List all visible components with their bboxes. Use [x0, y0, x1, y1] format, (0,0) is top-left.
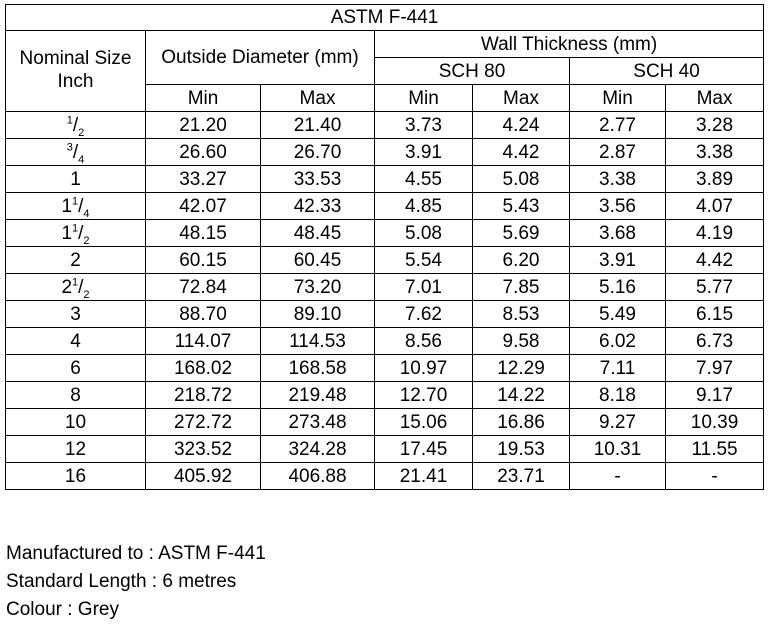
od-min-cell: 72.84 — [146, 274, 261, 301]
size-whole: 1 — [61, 222, 73, 244]
od-min-header: Min — [146, 85, 261, 112]
s40-max-cell: 7.97 — [666, 355, 764, 382]
table-row — [6, 301, 764, 328]
fraction-slash: / — [72, 141, 79, 163]
s40-min-cell: 3.68 — [570, 220, 666, 247]
s40-max-cell: 5.77 — [666, 274, 764, 301]
s80-max-cell: 12.29 — [473, 355, 570, 382]
size-whole: 1 — [70, 168, 81, 190]
s40-min-cell: 3.56 — [570, 193, 666, 220]
s40-min-cell: 3.38 — [570, 166, 666, 193]
s80-max-cell: 23.71 — [473, 463, 570, 490]
size-numerator: 1 — [72, 222, 79, 235]
nominal-size-cell — [6, 139, 146, 166]
s40-max-cell: 3.28 — [666, 112, 764, 139]
size-denominator: 4 — [78, 153, 85, 166]
od-max-cell: 324.28 — [261, 436, 375, 463]
sch80-header: SCH 80 — [375, 58, 570, 85]
size-numerator: 1 — [66, 114, 73, 127]
fraction-slash: / — [72, 114, 79, 136]
wall-thickness-header: Wall Thickness (mm) — [375, 31, 764, 58]
nominal-size-cell — [6, 409, 146, 436]
s40-min-cell: 7.11 — [570, 355, 666, 382]
s40-max-cell: 4.42 — [666, 247, 764, 274]
s80-min-cell: 5.54 — [375, 247, 473, 274]
s80-min-cell: 17.45 — [375, 436, 473, 463]
s80-min-cell: 12.70 — [375, 382, 473, 409]
colour-note: Colour : Grey — [6, 599, 119, 620]
od-max-cell: 273.48 — [261, 409, 375, 436]
size-denominator: 2 — [83, 288, 90, 301]
od-min-cell: 26.60 — [146, 139, 261, 166]
s40-max-cell: - — [666, 463, 764, 490]
s80-min-cell: 10.97 — [375, 355, 473, 382]
size-denominator: 2 — [83, 234, 90, 247]
size-denominator: 4 — [83, 207, 90, 220]
od-max-cell: 73.20 — [261, 274, 375, 301]
s80-max-cell: 5.08 — [473, 166, 570, 193]
table-row — [6, 193, 764, 220]
od-max-header: Max — [261, 85, 375, 112]
size-numerator: 1 — [72, 276, 79, 289]
od-max-cell: 48.45 — [261, 220, 375, 247]
s40-min-cell: 5.49 — [570, 301, 666, 328]
sch40-header: SCH 40 — [570, 58, 764, 85]
table-row — [6, 274, 764, 301]
od-min-cell: 323.52 — [146, 436, 261, 463]
s40-min-cell: 9.27 — [570, 409, 666, 436]
size-whole: 3 — [70, 303, 81, 325]
od-min-cell: 218.72 — [146, 382, 261, 409]
s80-min-cell: 4.85 — [375, 193, 473, 220]
nominal-size-cell — [6, 166, 146, 193]
size-whole: 4 — [70, 330, 81, 352]
table-row — [6, 112, 764, 139]
s40-min-cell: 10.31 — [570, 436, 666, 463]
nominal-size-cell — [6, 274, 146, 301]
s40-max-cell: 4.19 — [666, 220, 764, 247]
od-min-cell: 60.15 — [146, 247, 261, 274]
nominal-size-cell — [6, 220, 146, 247]
s40-max-cell: 9.17 — [666, 382, 764, 409]
fraction-slash: / — [78, 222, 84, 244]
s80-max-cell: 7.85 — [473, 274, 570, 301]
od-min-cell: 114.07 — [146, 328, 261, 355]
s40-min-cell: 5.16 — [570, 274, 666, 301]
s80-min-cell: 3.73 — [375, 112, 473, 139]
sch40-max-header: Max — [666, 85, 764, 112]
s40-min-cell: 2.87 — [570, 139, 666, 166]
manufactured-note: Manufactured to : ASTM F-441 — [6, 543, 266, 564]
table-row — [6, 382, 764, 409]
s80-max-cell: 9.58 — [473, 328, 570, 355]
nominal-size-cell — [6, 301, 146, 328]
s40-max-cell: 6.73 — [666, 328, 764, 355]
s40-min-cell: 3.91 — [570, 247, 666, 274]
s80-max-cell: 5.43 — [473, 193, 570, 220]
s80-max-cell: 8.53 — [473, 301, 570, 328]
table-row — [6, 139, 764, 166]
nominal-size-header — [6, 31, 146, 112]
s80-max-cell: 14.22 — [473, 382, 570, 409]
spec-table — [5, 4, 764, 490]
nominal-size-cell — [6, 247, 146, 274]
od-max-cell: 26.70 — [261, 139, 375, 166]
od-max-cell: 219.48 — [261, 382, 375, 409]
nominal-size-cell — [6, 193, 146, 220]
s80-min-cell: 15.06 — [375, 409, 473, 436]
table-row — [6, 409, 764, 436]
notes — [6, 540, 266, 624]
s80-max-cell: 4.24 — [473, 112, 570, 139]
s40-max-cell: 3.89 — [666, 166, 764, 193]
s80-max-cell: 5.69 — [473, 220, 570, 247]
od-max-cell: 42.33 — [261, 193, 375, 220]
table-row — [6, 436, 764, 463]
od-min-cell: 88.70 — [146, 301, 261, 328]
od-max-cell: 33.53 — [261, 166, 375, 193]
s40-max-cell: 6.15 — [666, 301, 764, 328]
table-row — [6, 355, 764, 382]
od-max-cell: 60.45 — [261, 247, 375, 274]
size-numerator: 1 — [72, 195, 79, 208]
nominal-size-cell — [6, 463, 146, 490]
table-row — [6, 247, 764, 274]
s40-max-cell: 10.39 — [666, 409, 764, 436]
s40-max-cell: 4.07 — [666, 193, 764, 220]
od-max-cell: 168.58 — [261, 355, 375, 382]
table-title: ASTM F-441 — [6, 5, 764, 31]
od-max-cell: 89.10 — [261, 301, 375, 328]
od-min-cell: 42.07 — [146, 193, 261, 220]
s80-max-cell: 4.42 — [473, 139, 570, 166]
od-max-cell: 406.88 — [261, 463, 375, 490]
od-min-cell: 272.72 — [146, 409, 261, 436]
s40-max-cell: 11.55 — [666, 436, 764, 463]
table-row — [6, 166, 764, 193]
s40-min-cell: 8.18 — [570, 382, 666, 409]
s80-max-cell: 19.53 — [473, 436, 570, 463]
od-min-cell: 21.20 — [146, 112, 261, 139]
od-min-cell: 405.92 — [146, 463, 261, 490]
nominal-size-cell — [6, 382, 146, 409]
sch40-min-header: Min — [570, 85, 666, 112]
size-whole: 2 — [61, 276, 73, 298]
od-min-cell: 168.02 — [146, 355, 261, 382]
sch80-max-header: Max — [473, 85, 570, 112]
od-min-cell: 33.27 — [146, 166, 261, 193]
size-denominator: 2 — [78, 126, 85, 139]
nominal-size-cell — [6, 328, 146, 355]
od-max-cell: 114.53 — [261, 328, 375, 355]
s40-max-cell: 3.38 — [666, 139, 764, 166]
nominal-size-label: Nominal Size — [19, 48, 132, 70]
s80-min-cell: 3.91 — [375, 139, 473, 166]
s40-min-cell: 2.77 — [570, 112, 666, 139]
s80-min-cell: 21.41 — [375, 463, 473, 490]
size-whole: 1 — [61, 195, 73, 217]
size-whole: 10 — [64, 411, 87, 433]
nominal-size-unit: Inch — [57, 71, 94, 92]
s80-min-cell: 7.01 — [375, 274, 473, 301]
fraction-slash: / — [78, 195, 84, 217]
table-row — [6, 463, 764, 490]
s80-min-cell: 7.62 — [375, 301, 473, 328]
table-row — [6, 328, 764, 355]
s80-min-cell: 4.55 — [375, 166, 473, 193]
nominal-size-cell — [6, 112, 146, 139]
od-max-cell: 21.40 — [261, 112, 375, 139]
length-note: Standard Length : 6 metres — [6, 571, 237, 592]
size-whole: 12 — [64, 438, 87, 460]
size-numerator: 3 — [66, 141, 73, 154]
s80-max-cell: 16.86 — [473, 409, 570, 436]
s40-min-cell: - — [570, 463, 666, 490]
fraction-slash: / — [78, 276, 84, 298]
s40-min-cell: 6.02 — [570, 328, 666, 355]
od-min-cell: 48.15 — [146, 220, 261, 247]
size-whole: 16 — [64, 465, 87, 487]
size-whole: 8 — [70, 384, 81, 406]
nominal-size-cell — [6, 355, 146, 382]
sch80-min-header: Min — [375, 85, 473, 112]
s80-min-cell: 8.56 — [375, 328, 473, 355]
s80-min-cell: 5.08 — [375, 220, 473, 247]
size-whole: 2 — [70, 249, 81, 271]
nominal-size-cell — [6, 436, 146, 463]
s80-max-cell: 6.20 — [473, 247, 570, 274]
size-whole: 6 — [70, 357, 81, 379]
table-row — [6, 220, 764, 247]
outside-diameter-header: Outside Diameter (mm) — [146, 31, 375, 85]
